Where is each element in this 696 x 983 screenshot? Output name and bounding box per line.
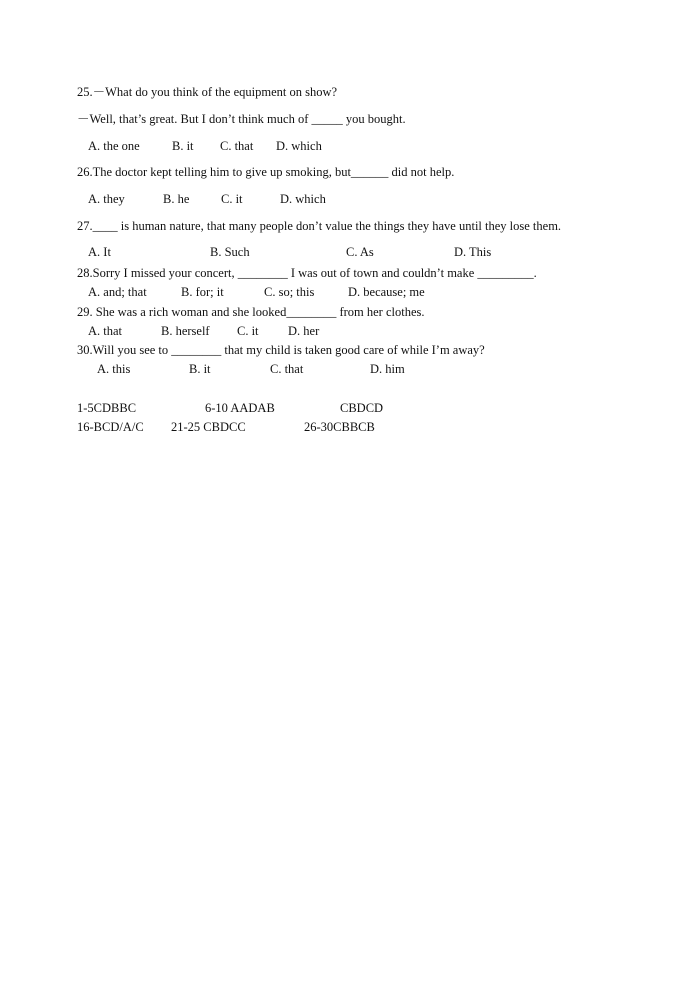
answer-key-6-10: 6-10 AADAB: [205, 401, 275, 415]
q28-option-d: D. because; me: [348, 285, 425, 299]
q26-option-c: C. it: [221, 192, 243, 206]
q26-option-d: D. which: [280, 192, 326, 206]
q27-option-d: D. This: [454, 245, 492, 259]
question-30-prompt: 30.Will you see to ________ that my child is taken good care of while I’m away?: [77, 343, 485, 357]
question-28-prompt: 28.Sorry I missed your concert, ________ I was out of town and couldn’t make _________.: [77, 266, 537, 280]
q29-option-b: B. herself: [161, 324, 210, 338]
q25-option-d: D. which: [276, 139, 322, 153]
question-26-prompt: 26.The doctor kept telling him to give up smoking, but______ did not help.: [77, 165, 455, 179]
q26-option-b: B. he: [163, 192, 190, 206]
question-25-prompt: 25.－What do you think of the equipment on show?: [77, 85, 338, 99]
q30-option-c: C. that: [270, 362, 304, 376]
question-27-prompt: 27.____ is human nature, that many people don’t value the things they have until they lose them.: [77, 219, 562, 233]
q27-option-a: A. It: [88, 245, 111, 259]
q27-option-c: C. As: [346, 245, 374, 259]
q28-option-b: B. for; it: [181, 285, 224, 299]
q25-option-c: C. that: [220, 139, 254, 153]
q30-option-a: A. this: [97, 362, 131, 376]
answer-key-26-30: 26-30CBBCB: [304, 420, 375, 434]
q28-option-a: A. and; that: [88, 285, 147, 299]
q27-option-b: B. Such: [210, 245, 250, 259]
q25-option-a: A. the one: [88, 139, 140, 153]
q29-option-c: C. it: [237, 324, 259, 338]
answer-key-11-15: CBDCD: [340, 401, 384, 415]
q25-option-b: B. it: [172, 139, 194, 153]
q28-option-c: C. so; this: [264, 285, 315, 299]
q30-option-b: B. it: [189, 362, 211, 376]
q29-option-d: D. her: [288, 324, 320, 338]
q26-option-a: A. they: [88, 192, 125, 206]
answer-key-16-20: 16-BCD/A/C: [77, 420, 144, 434]
answer-key-1-5: 1-5CDBBC: [77, 401, 137, 415]
q29-option-a: A. that: [88, 324, 123, 338]
answer-key-21-25: 21-25 CBDCC: [171, 420, 246, 434]
question-29-prompt: 29. She was a rich woman and she looked________ from her clothes.: [77, 305, 425, 319]
q30-option-d: D. him: [370, 362, 405, 376]
question-25-response: －Well, that’s great. But I don’t think much of _____ you bought.: [77, 112, 406, 126]
